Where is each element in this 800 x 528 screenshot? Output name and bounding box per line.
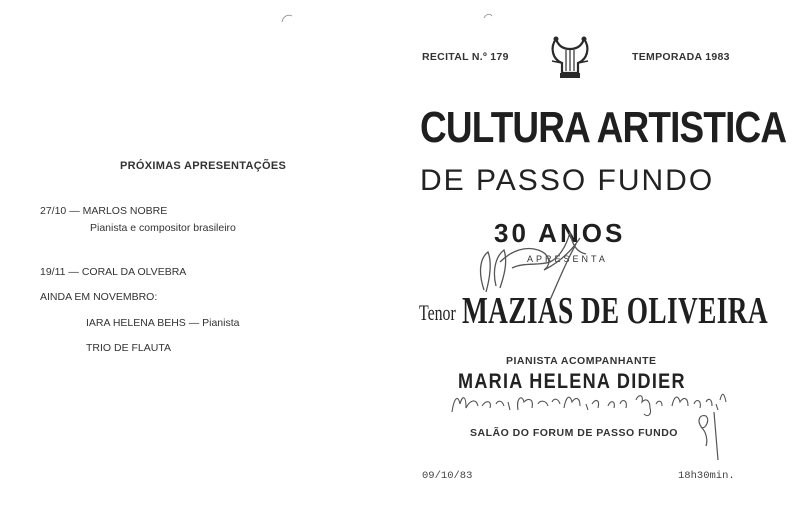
presents-label: APRESENTA (527, 254, 608, 264)
event-date: 09/10/83 (422, 470, 473, 482)
entry-ainda-em-novembro: AINDA EM NOVEMBRO: (40, 291, 158, 303)
event-time: 18h30min. (678, 470, 735, 482)
subtitle: DE PASSO FUNDO (420, 164, 715, 197)
entry-iara-helena-behs: IARA HELENA BEHS — Pianista (86, 317, 240, 329)
entry-trio-de-flauta: TRIO DE FLAUTA (86, 342, 171, 354)
season: TEMPORADA 1983 (632, 51, 730, 63)
upcoming-title: PRÓXIMAS APRESENTAÇÕES (120, 160, 287, 172)
handwriting-layer (400, 0, 800, 528)
venue: SALÃO DO FORUM DE PASSO FUNDO (470, 427, 678, 439)
anniversary: 30 ANOS (494, 218, 626, 248)
lyre-emblem-icon (548, 33, 592, 81)
main-title: CULTURA ARTISTICA (420, 103, 787, 152)
accompanist-label: PIANISTA ACOMPANHANTE (506, 355, 657, 367)
performer-name: MAZIAS DE OLIVEIRA (462, 290, 768, 332)
entry-coral-olvebra: 19/11 — CORAL DA OLVEBRA (40, 266, 187, 278)
page-mark (699, 412, 718, 460)
stray-mark-icon (280, 12, 296, 24)
recital-number: RECITAL N.º 179 (422, 51, 509, 63)
accompanist-signature (452, 394, 726, 415)
accompanist-name: MARIA HELENA DIDIER (458, 370, 686, 393)
entry-marlos-nobre-detail: Pianista e compositor brasileiro (90, 222, 236, 234)
program-panel (400, 0, 800, 528)
voice-type: Tenor (419, 300, 456, 325)
entry-marlos-nobre: 27/10 — MARLOS NOBRE (40, 205, 168, 217)
